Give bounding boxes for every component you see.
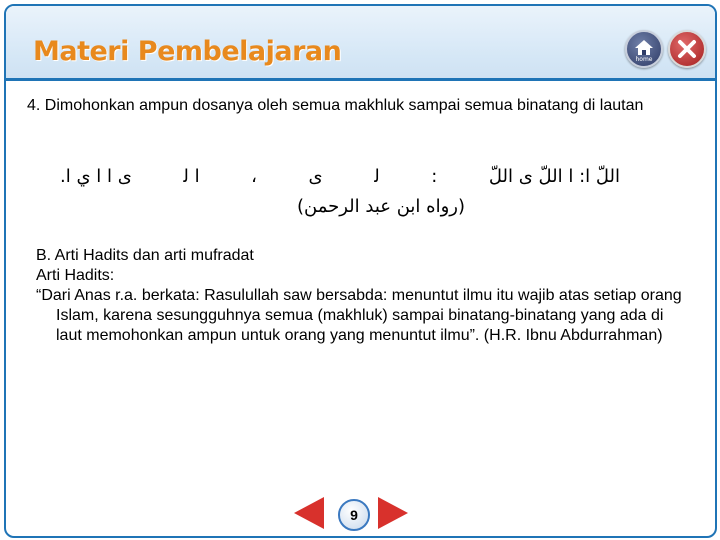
- home-icon: [631, 36, 657, 62]
- arabic-part: ى ا ا ي ا.: [60, 166, 132, 187]
- page-number: 9: [338, 499, 370, 531]
- home-label: home: [635, 56, 653, 62]
- header-divider: [6, 78, 715, 81]
- section-b-heading: B. Arti Hadits dan arti mufradat: [36, 247, 254, 264]
- page-title: Materi Pembelajaran: [33, 36, 342, 67]
- home-button[interactable]: [625, 30, 663, 68]
- arabic-part: ﻟ: [374, 166, 380, 187]
- next-arrow-icon[interactable]: [378, 497, 408, 529]
- close-button[interactable]: [668, 30, 706, 68]
- hadith-translation: “Dari Anas r.a. berkata: Rasulullah saw bersabda: menuntut ilmu itu wajib atas setiap orang Islam, karena sesungguhnya semua (makhluk) sampai binatang-binatang yang ada di laut memohonkan ampun untuk orang yang menuntut ilmu”. (H.R. Ibnu Abdurrahman): [36, 287, 682, 344]
- header-bar: [6, 6, 715, 78]
- arabic-line-2: (رواه ابن عبد الرحمن): [296, 196, 465, 217]
- prev-arrow-icon[interactable]: [294, 497, 324, 529]
- section-b: [36, 246, 686, 346]
- arabic-part: :: [431, 166, 438, 187]
- arabic-line-1: [60, 162, 620, 192]
- arabic-part: ،: [251, 166, 257, 187]
- arabic-part: ى: [308, 166, 323, 187]
- arabic-part: ا ﻟ: [183, 166, 200, 187]
- close-icon: [676, 38, 698, 60]
- arti-hadits-label: Arti Hadits:: [36, 267, 115, 284]
- arabic-part: اللّ ا: ا اللّ ى اللّ: [488, 166, 620, 187]
- pager: [294, 495, 408, 531]
- arabic-hadith: [60, 162, 620, 222]
- content-point-4: [27, 96, 677, 116]
- point-4-text: 4. Dimohonkan ampun dosanya oleh semua makhluk sampai semua binatang di lautan: [27, 97, 644, 114]
